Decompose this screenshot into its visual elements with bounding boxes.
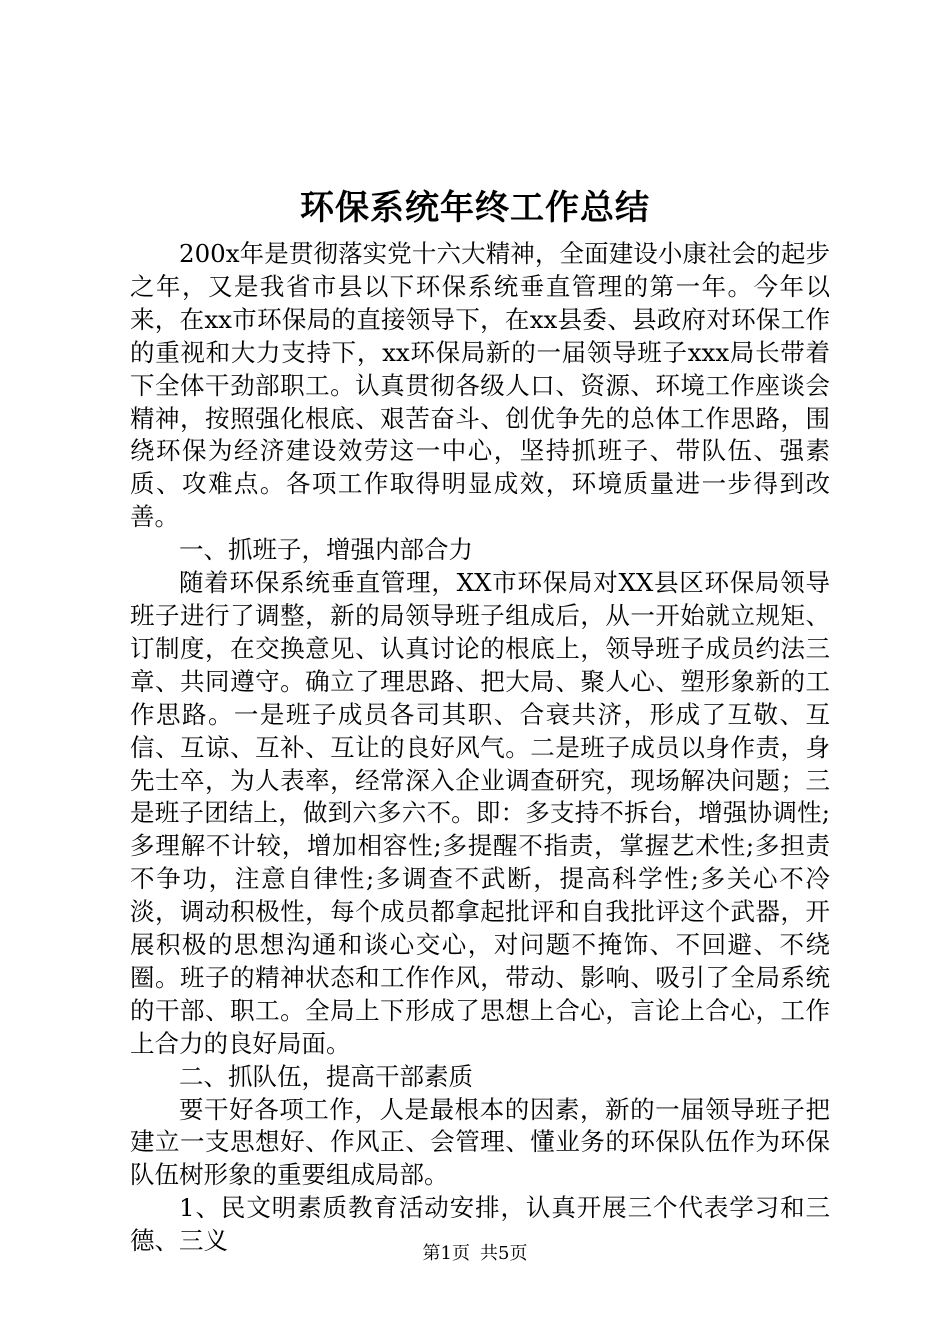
page-number: 第1页 [422, 1243, 470, 1264]
document-title: 环保系统年终工作总结 [300, 188, 650, 228]
intro-paragraph: 200x年是贯彻落实党十六大精神，全面建设小康社会的起步之年，又是我省市县以下环保系统垂直管理的第一年。今年以来，在xx市环保局的直接领导下，在xx县委、县政府对环保工作的重视和大力支持下，xx环保局新的一届领导班子xxx局长带着下全体干劲部职工。认真贯彻各级人口、资源、环境工作座谈会精神，按照强化根底、艰苦奋斗、创优争先的总体工作思路，围绕环保为经济建设效劳这一中心，坚持抓班子、带队伍、强素质、攻难点。各项工作取得明显成效，环境质量进一步得到改善。 [130, 239, 830, 532]
section-1-paragraph: 随着环保系统垂直管理，XX市环保局对XX县区环保局领导班子进行了调整，新的局领导班子组成后，从一开始就立规矩、订制度，在交换意见、认真讨论的根底上，领导班子成员约法三章、共同遵守。确立了理思路、把大局、聚人心、塑形象新的工作思路。一是班子成员各司其职、合衰共济，形成了互敬、互信、互谅、互补、互让的良好风气。二是班子成员以身作责，身先士卒，为人表率，经常深入企业调查研究，现场解决问题；三是班子团结上，做到六多六不。即：多支持不拆台，增强协调性;多理解不计较，增加相容性;多提醒不指责，掌握艺术性;多担责不争功，注意自律性;多调查不武断，提高科学性;多关心不冷淡，调动积极性，每个成员都拿起批评和自我批评这个武器，开展积极的思想沟通和谈心交心，对问题不掩饰、不回避、不绕圈。班子的精神状态和工作作风，带动、影响、吸引了全局系统的干部、职工。全局上下形成了思想上合心，言论上合心，工作上合力的良好局面。 [130, 568, 830, 1058]
section-heading-2: 二、抓队伍，提高干部素质 [179, 1061, 473, 1091]
page-footer [0, 1242, 950, 1266]
section-2-paragraph: 要干好各项工作，人是最根本的因素，新的一届领导班子把建立一支思想好、作风正、会管理、懂业务的环保队伍作为环保队伍树形象的重要组成局部。 [130, 1094, 830, 1190]
section-2-item-1: 1、民文明素质教育活动安排，认真开展三个代表学习和三德、三义 [130, 1193, 830, 1256]
page-total: 共5页 [480, 1243, 528, 1264]
document-body [130, 238, 830, 1258]
section-heading-1: 一、抓班子，增强内部合力 [179, 535, 473, 565]
